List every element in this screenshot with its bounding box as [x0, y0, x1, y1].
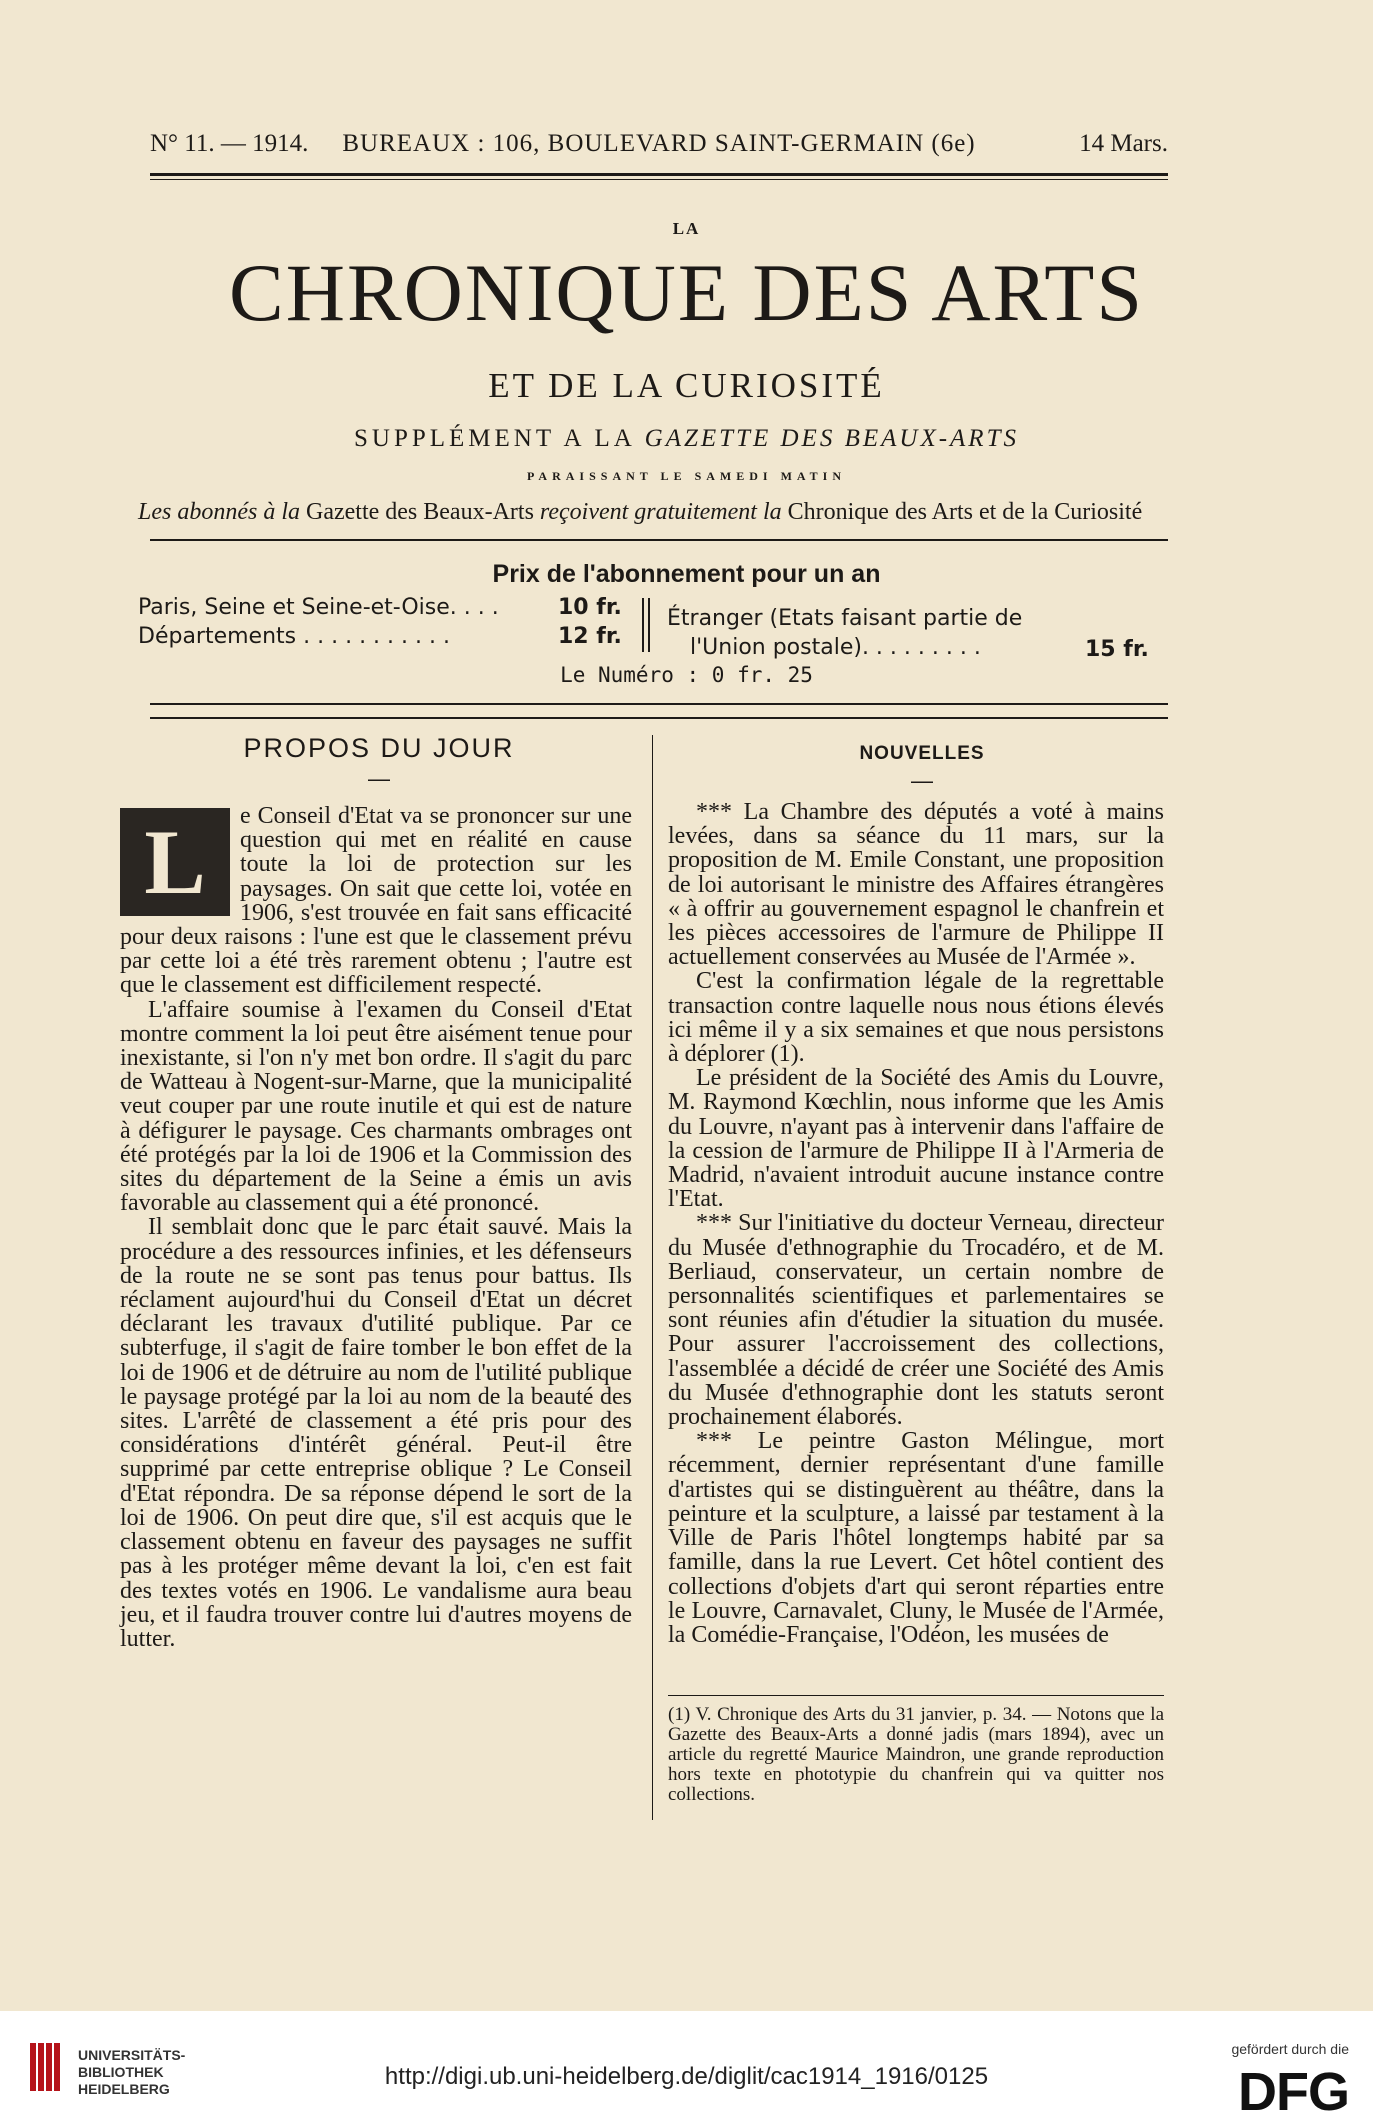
masthead-rule-thin — [150, 179, 1168, 180]
supplement-line — [0, 425, 1373, 453]
pricing-rule-2 — [150, 717, 1168, 719]
nouvelles-divider: — — [911, 768, 933, 793]
propos-divider: — — [368, 766, 390, 791]
pricing-departements-label: Départements . . . . . . . . . . . — [138, 624, 450, 649]
nouvelles-paragraph-3: Le président de la Société des Amis du Louvre, M. Raymond Kœchlin, nous informe que les Amis du Louvre, n'ayant pas à intervenir dans l'affaire de la cession de l'armure de Philippe II à l'Armeria de Madrid, n'avaient introduit aucune instance contre l'Etat. — [668, 1065, 1164, 1213]
nouvelles-heading: NOUVELLES — [859, 743, 985, 764]
dfg-logo: DFG — [1238, 2062, 1349, 2122]
digital-library-link[interactable]: http://digi.ub.uni-heidelberg.de/diglit/cac1914_1916/0125 — [384, 2063, 989, 2090]
digitization-footer — [0, 2011, 1373, 2124]
publication-schedule: PARAISSANT LE SAMEDI MATIN — [526, 469, 847, 483]
pricing-rule-1 — [150, 703, 1168, 705]
pricing-paris-label: Paris, Seine et Seine-et-Oise. . . . — [138, 595, 499, 620]
pricing-etranger-label-2: l'Union postale). . . . . . . . . — [690, 635, 981, 660]
footnote-rule — [668, 1695, 1164, 1696]
nouvelles-article — [668, 800, 1164, 1647]
pricing-divider-b — [648, 598, 650, 652]
nouvelles-paragraph-5: *** Le peintre Gaston Mélingue, mort récemment, dernier représentant d'une famille d'artistes qui se distinguèrent au théâtre, dans la peinture et la sculpture, a laissé par testament à la Ville de Paris l'hôtel longtemps habité par sa famille, dans la rue Levert. Cet hôtel contient des collections d'objets d'art qui seront réparties entre le Louvre, Carnavalet, Cluny, le Musée de l'Armée, la Comédie-Française, l'Odéon, les musées de — [668, 1428, 1164, 1648]
library-name: UNIVERSITÄTS- BIBLIOTHEK HEIDELBERG — [78, 2047, 186, 2097]
pricing-paris-price: 10 fr. — [558, 595, 622, 620]
nouvelles-paragraph-1: *** La Chambre des députés a voté à mains levées, dans sa séance du 11 mars, sur la proposition de M. Emile Constant, une proposition de loi autorisant le ministre des Affaires étrangères « à offrir au gouvernement espagnol le chanfrein et les pièces accessoires de l'armure de Philippe II actuellement conservées au Musée de l'Armée ». — [668, 799, 1164, 971]
column-divider — [652, 735, 653, 1820]
propos-paragraph-2: L'affaire soumise à l'examen du Conseil d'Etat montre comment la loi peut être aisément tenue pour inexistante, si l'on n'y met bon ordre. Il s'agit du parc de Watteau à Nogent-sur-Marne, que la municipalité veut couper par une route inutile et qui est de nature à défigurer le paysage. Ces charmants ombrages ont été protégés par la loi de 1906 et la Commission des sites du département de la Seine a émis un avis favorable au classement qui a été prononcé. — [120, 996, 632, 1217]
issue-date: 14 Mars. — [1079, 130, 1168, 157]
title-rule — [150, 539, 1168, 541]
propos-paragraph-1: L e Conseil d'Etat va se prononcer sur une question qui met en réalité en cause toute la loi de protection sur les paysages. On sait que cette loi, votée en 1906, s'est trouvée en fait sans efficacité pour deux raisons : l'une est que le classement prévu par cette loi a été très rarement obtenu ; l'autre est que le classement est difficilement respecté. — [120, 803, 632, 999]
supplement-prefix: SUPPLÉMENT A LA — [353, 425, 635, 452]
propos-article — [120, 804, 632, 1651]
pricing-departements-price: 12 fr. — [558, 624, 622, 649]
nouvelles-paragraph-4: *** Sur l'initiative du docteur Verneau, directeur du Musée d'ethnographie du Trocadéro, et de M. Berliaud, conservateur, un certain nombre de personnalités scientifiques et parlementaires se sont réunies afin d'étudier la situation du musée. Pour assurer l'accroissement des collections, l'assemblée a décidé de créer une Société des Amis du Musée d'ethnographie dont les statuts seront prochainement élaborés. — [668, 1210, 1164, 1431]
pricing-numero: Le Numéro : 0 fr. 25 — [560, 663, 813, 687]
masthead-rule-thick — [150, 173, 1168, 176]
title-article: LA — [672, 219, 701, 238]
page-subtitle: ET DE LA CURIOSITÉ — [488, 366, 885, 405]
pricing-divider-a — [642, 598, 644, 652]
bureaux-address: BUREAUX : 106, BOULEVARD SAINT-GERMAIN (6e) — [342, 130, 976, 157]
footnote: (1) V. Chronique des Arts du 31 janvier, p. 34. — Notons que la Gazette des Beaux-Arts a donné jadis (mars 1894), avec un article du regretté Maurice Maindron, une grande reproduction hors texte en phototypie du chanfrein qui va quitter nos collections. — [668, 1704, 1164, 1805]
subscribers-note: Les abonnés à la Gazette des Beaux-Arts reçoivent gratuitement la Chronique des Arts et de la Curiosité — [138, 499, 1143, 525]
pricing-etranger-price: 15 fr. — [1085, 637, 1149, 662]
dropcap-letter: L — [120, 808, 230, 916]
nouvelles-paragraph-2: C'est la confirmation légale de la regrettable transaction contre laquelle nous nous étions élevés ici même il y a six semaines et que nous persistons à déplorer (1). — [668, 968, 1164, 1068]
funder-label: gefördert durch die — [1231, 2041, 1349, 2057]
pricing-etranger-label-1: Étranger (Etats faisant partie de — [667, 606, 1023, 631]
propos-heading: PROPOS DU JOUR — [243, 733, 515, 763]
propos-paragraph-3: Il semblait donc que le parc était sauvé. Mais la procédure a des ressources infinies, et les défenseurs de la route ne se sont pas tenus pour battus. Ils réclament aujourd'hui du Conseil d'Etat un décret déclarant les travaux d'utilité publique. Par ce subterfuge, il s'agit de faire tomber le bon effet de la loi de 1906 et de détruire au nom de l'utilité publique le paysage protégé par la loi au nom de la beauté des sites. L'arrêté de classement a été pris pour des considérations d'intérêt général. Peut-il être supprimé par cette entreprise oblique ? Le Conseil d'Etat répondra. De sa réponse dépend le sort de la loi de 1906. On peut dire que, s'il est acquis que le classement obtenu en faveur des paysages ne suffit pas à les protéger même devant la loi, c'en est fait des textes votés en 1906. Le vandalisme aura beau jeu, et il faudra trouver contre lui d'autres moyens de lutter. — [120, 1214, 632, 1652]
issue-number: N° 11. — 1914. — [150, 130, 309, 157]
page-title: CHRONIQUE DES ARTS — [229, 247, 1144, 338]
pricing-heading: Prix de l'abonnement pour un an — [492, 560, 881, 588]
supplement-title: GAZETTE DES BEAUX-ARTS — [644, 425, 1019, 452]
